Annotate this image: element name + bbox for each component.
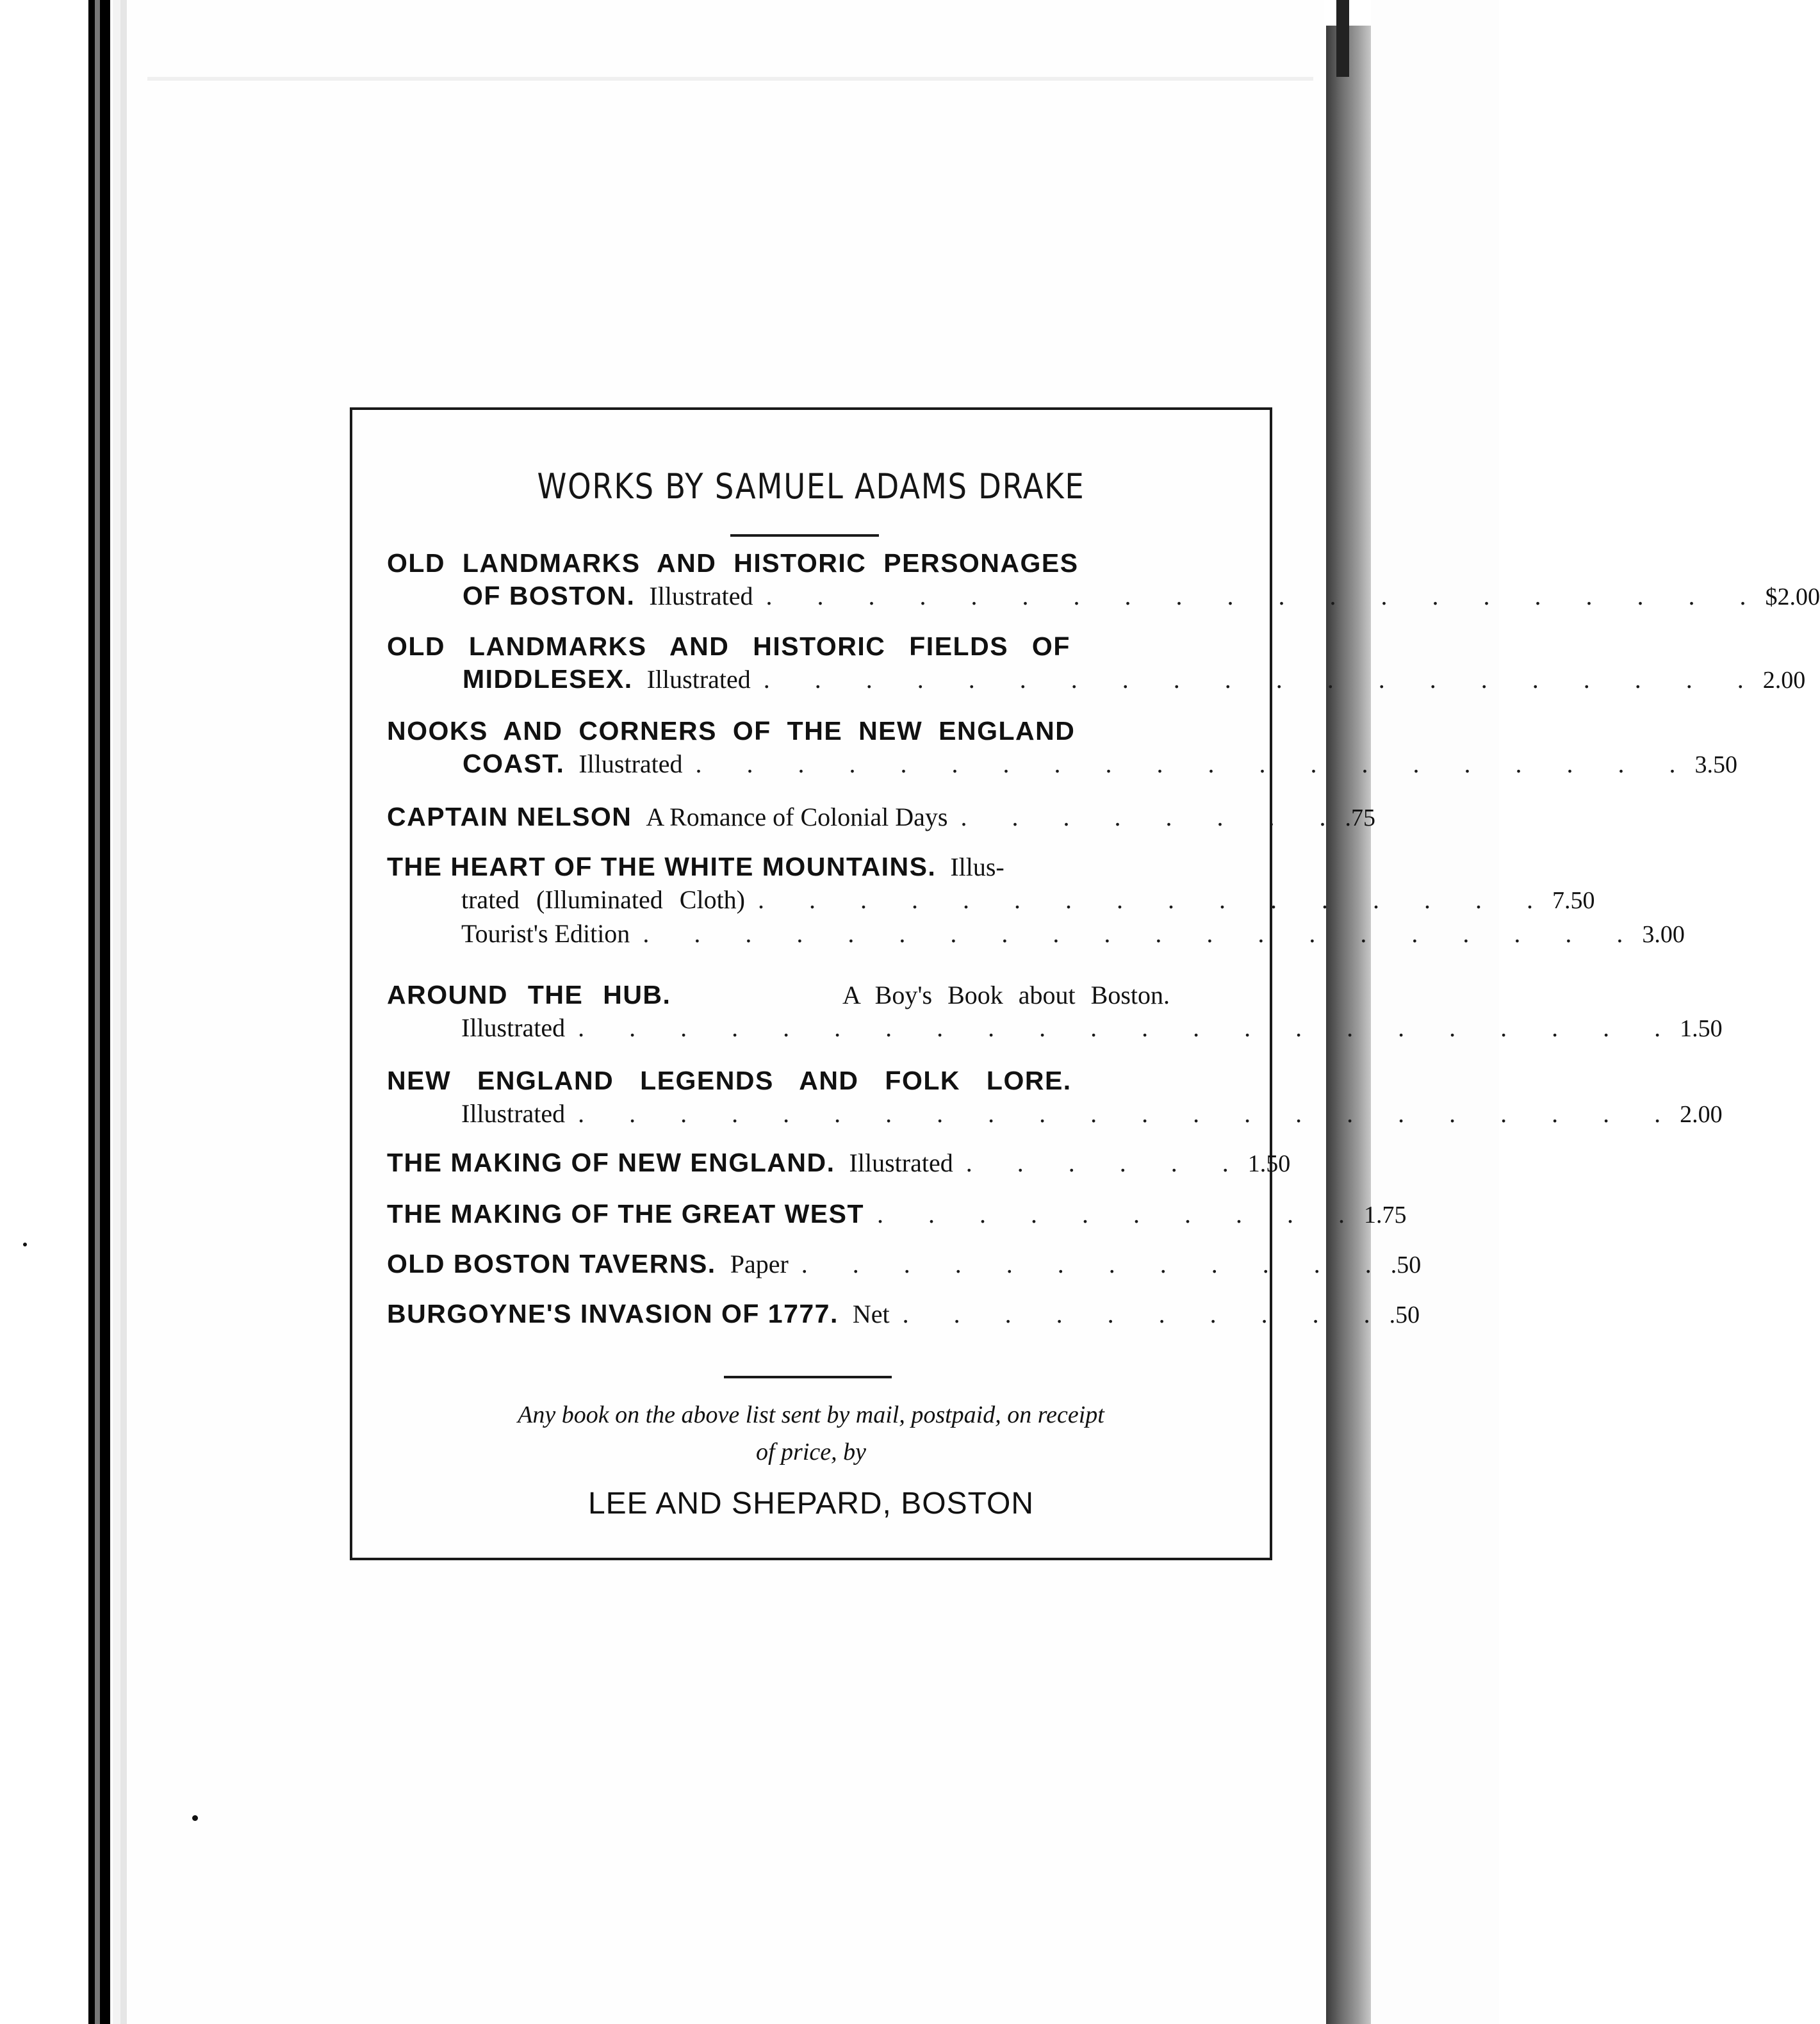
book-note: Illustrated bbox=[578, 749, 683, 778]
book-note: Illustrated bbox=[849, 1148, 953, 1177]
dot-leader: . . . . . . . . . . . . . . . . . . . . bbox=[766, 582, 1766, 610]
book-note: Illustrated bbox=[461, 1013, 566, 1042]
ink-speck bbox=[192, 1815, 198, 1821]
list-item bbox=[387, 802, 1375, 832]
edition-label: Tourist's Edition bbox=[461, 919, 630, 948]
book-note: A Romance of Colonial Days bbox=[646, 803, 948, 831]
book-title: NOOKS AND CORNERS OF THE NEW ENGLAND bbox=[387, 716, 1076, 746]
book-note: Illustrated bbox=[461, 1099, 566, 1128]
list-item bbox=[387, 1066, 1723, 1129]
book-note: Illustrated bbox=[646, 665, 751, 694]
mail-order-line: of price, by bbox=[755, 1439, 866, 1465]
book-title: OLD LANDMARKS AND HISTORIC FIELDS OF bbox=[387, 632, 1070, 661]
list-item bbox=[387, 1249, 1422, 1279]
book-title: COAST. bbox=[463, 749, 565, 778]
mail-order-line: Any book on the above list sent by mail, postpaid, on receipt bbox=[518, 1401, 1104, 1428]
list-item bbox=[387, 1299, 1420, 1329]
dot-leader: . . . . . . . . . . . . . . . . . . . . . . bbox=[578, 1099, 1680, 1128]
dot-leader: . . . . . . . . . . . . . . . . . . . . bbox=[643, 919, 1643, 948]
book-title: CAPTAIN NELSON bbox=[387, 802, 632, 831]
list-item bbox=[387, 1199, 1407, 1229]
book-price: .75 bbox=[1345, 804, 1375, 831]
dot-leader: . . . . . . . . . . . . . . . . . . . . bbox=[763, 665, 1763, 694]
list-item bbox=[387, 548, 1820, 611]
dot-leader: . . . . . . . . . . . . . . . . . . . . bbox=[695, 749, 1695, 778]
book-title: BURGOYNE'S INVASION OF 1777. bbox=[387, 1299, 839, 1328]
book-price: 1.50 bbox=[1247, 1150, 1291, 1177]
dot-leader: . . . . . . . . . . bbox=[902, 1300, 1390, 1328]
book-price: 3.50 bbox=[1694, 751, 1738, 778]
list-item bbox=[387, 1148, 1291, 1178]
book-price: $2.00 bbox=[1765, 584, 1820, 610]
dot-leader: . . . . . . . . . . . . . . . . bbox=[758, 885, 1552, 914]
book-title: OF BOSTON. bbox=[463, 581, 635, 610]
mail-order-note bbox=[352, 1396, 1270, 1471]
book-title: AROUND THE HUB. bbox=[387, 980, 671, 1009]
book-price: 2.00 bbox=[1762, 667, 1806, 694]
book-title: OLD BOSTON TAVERNS. bbox=[387, 1249, 716, 1278]
book-note: Paper bbox=[730, 1250, 789, 1278]
dot-leader: . . . . . . . . . . bbox=[877, 1200, 1365, 1228]
dot-leader: . . . . . . . . . . . . bbox=[801, 1250, 1391, 1278]
book-title: THE MAKING OF NEW ENGLAND. bbox=[387, 1148, 835, 1177]
book-title: OLD LANDMARKS AND HISTORIC PERSONAGES bbox=[387, 548, 1079, 578]
dot-leader: . . . . . . bbox=[965, 1148, 1248, 1177]
title-rule bbox=[730, 534, 879, 537]
dot-leader: . . . . . . . . . . . . . . . . . . . . . . bbox=[578, 1013, 1680, 1042]
book-price: 1.50 bbox=[1680, 1015, 1723, 1042]
book-title: NEW ENGLAND LEGENDS AND FOLK LORE. bbox=[387, 1066, 1072, 1095]
facing-page bbox=[1371, 0, 1499, 2024]
book-price: 7.50 bbox=[1552, 887, 1595, 914]
list-item bbox=[387, 632, 1806, 694]
book-price: .50 bbox=[1389, 1302, 1420, 1328]
book-price: .50 bbox=[1390, 1252, 1422, 1278]
book-note: Illustrated bbox=[649, 582, 753, 610]
page-edge bbox=[147, 77, 1313, 81]
advertisement-box bbox=[350, 407, 1820, 1560]
list-item bbox=[387, 980, 1723, 1043]
book-title: MIDDLESEX. bbox=[463, 664, 633, 694]
footer-rule bbox=[724, 1376, 892, 1378]
book-price: 1.75 bbox=[1364, 1202, 1407, 1228]
book-note: Net bbox=[852, 1300, 890, 1328]
book-note: trated (Illuminated Cloth) bbox=[461, 885, 745, 914]
dot-leader: . . . . . . . . bbox=[960, 803, 1345, 831]
publisher-name: LEE AND SHEPARD, BOSTON bbox=[587, 1487, 1035, 1521]
book-price: 2.00 bbox=[1680, 1101, 1723, 1128]
book-title: THE MAKING OF THE GREAT WEST bbox=[387, 1199, 865, 1228]
ad-title: WORKS BY SAMUEL ADAMS DRAKE bbox=[537, 466, 1085, 507]
spine-shadow bbox=[1336, 0, 1349, 77]
book-title: THE HEART OF THE WHITE MOUNTAINS. bbox=[387, 852, 937, 881]
book-note: Illus- bbox=[950, 853, 1004, 881]
edition-price: 3.00 bbox=[1642, 921, 1685, 948]
book-note: A Boy's Book about Boston. bbox=[842, 981, 1170, 1009]
list-item bbox=[387, 716, 1738, 779]
list-item bbox=[387, 852, 1685, 949]
ink-speck bbox=[23, 1243, 27, 1246]
scan-left-border bbox=[0, 0, 113, 2024]
